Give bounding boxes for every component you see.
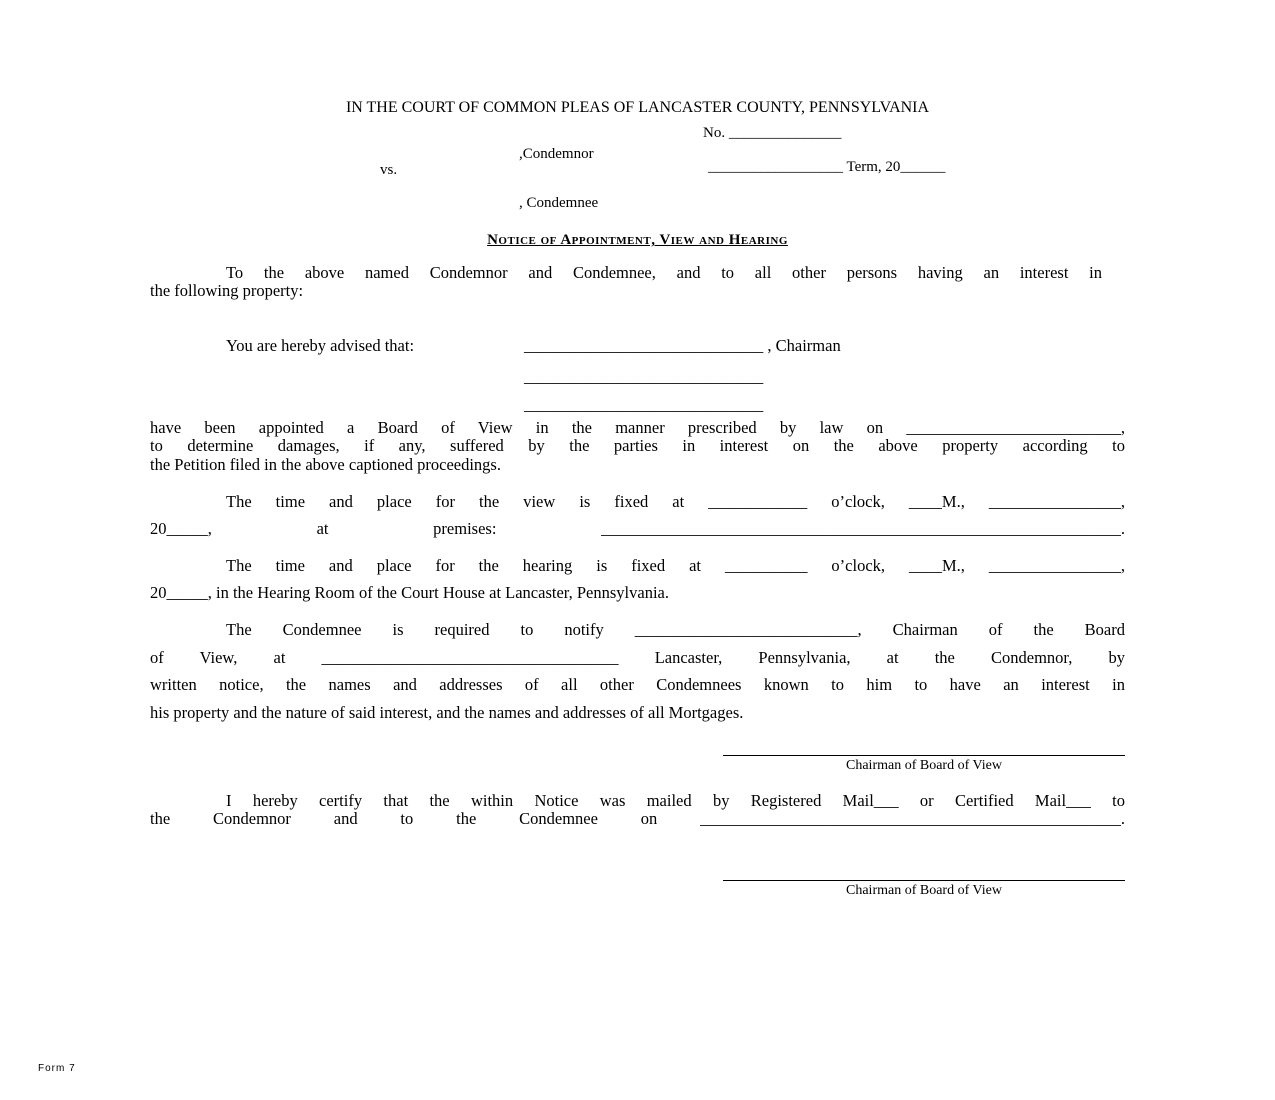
condemnor-label: ,Condemnor [519,146,594,162]
view-line-2: 20_____, at premises: _______________________________________________________________. [150,519,1125,538]
case-number-field: No. _______________ [703,125,842,141]
notify-line-3: written notice, the names and addresses of all other Condemnees known to him to have an interest in [150,675,1125,694]
notify-line-1: The Condemnee is required to notify ___________________________, Chairman of the Board [226,620,1125,639]
hearing-line-1: The time and place for the hearing is fixed at __________ o’clock, ____M., ________________, [226,556,1125,575]
appointed-line-3: the Petition filed in the above captioned proceedings. [150,455,501,474]
court-heading: IN THE COURT OF COMMON PLEAS OF LANCASTER COUNTY, PENNSYLVANIA [345,99,930,116]
condemnee-label: , Condemnee [519,195,599,211]
member-blank-1: _____________________________ [524,367,764,386]
intro-line-2: the following property: [150,281,304,300]
term-field: __________________ Term, 20______ [708,159,946,175]
certify-line-1: I hereby certify that the within Notice was mailed by Registered Mail___ or Certified Mail___ to [226,791,1125,810]
hearing-line-2: 20_____, in the Hearing Room of the Court House at Lancaster, Pennsylvania. [150,583,669,602]
appointed-line-2: to determine damages, if any, suffered by the parties in interest on the above property according to [150,436,1125,455]
appointed-line-1: have been appointed a Board of View in the manner prescribed by law on __________________________, [150,418,1125,437]
advised-label: You are hereby advised that: [226,336,415,355]
view-line-1: The time and place for the view is fixed at ____________ o’clock, ____M., ________________, [226,492,1125,511]
signature-caption-2: Chairman of Board of View [846,883,1002,898]
notice-title: Notice of Appointment, View and Hearing [487,232,788,248]
vs-label: vs. [380,162,398,178]
chairman-blank: _____________________________ , Chairman [524,336,841,355]
notify-line-2: of View, at ____________________________________ Lancaster, Pennsylvania, at the Condemnor, by [150,648,1125,667]
notify-line-4: his property and the nature of said interest, and the names and addresses of all Mortgages. [150,703,744,722]
form-identifier: Form 7 [38,1063,76,1074]
certify-line-2: the Condemnor and to the Condemnee on ___________________________________________________. [150,809,1125,828]
member-blank-2: _____________________________ [524,395,764,414]
intro-line-1: To the above named Condemnor and Condemnee, and to all other persons having an interest in [226,263,1102,282]
signature-caption-1: Chairman of Board of View [846,758,1002,773]
signature-line-1 [723,755,1125,756]
signature-line-2 [723,880,1125,881]
